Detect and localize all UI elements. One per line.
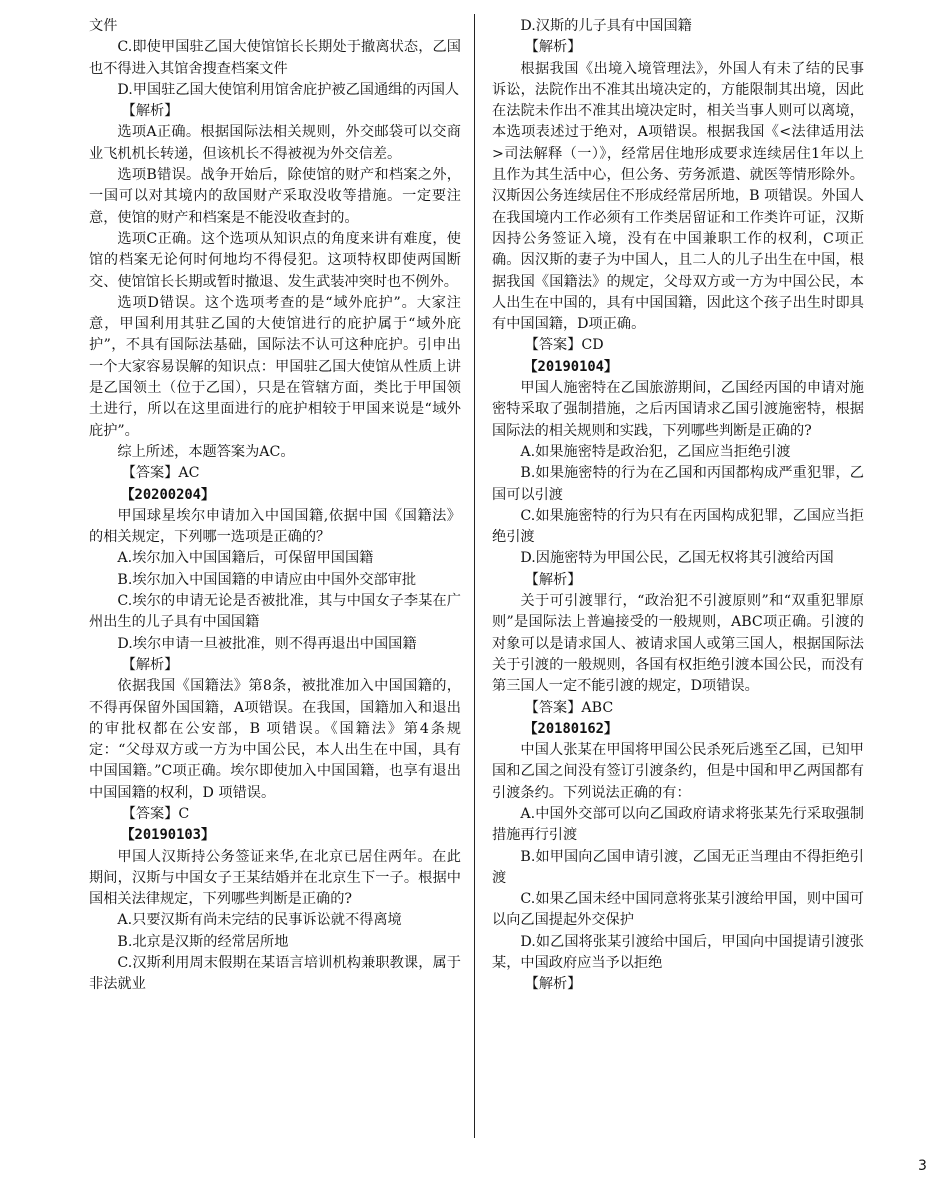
paragraph: C.即使甲国驻乙国大使馆馆长长期处于撤离状态，乙国也不得进入其馆舍搜查档案文件 (89, 39, 461, 77)
paragraph: B.如果施密特的行为在乙国和丙国都构成严重犯罪，乙国可以引渡 (492, 465, 864, 503)
paragraph: D.埃尔申请一旦被批准，则不得再退出中国国籍 (117, 635, 417, 652)
section-label: 【解析】 (524, 39, 582, 56)
paragraph: D.甲国驻乙国大使馆利用馆舍庇护被乙国通缉的丙国人 (117, 81, 460, 98)
paragraph: 甲国球星埃尔申请加入中国国籍,依据中国《国籍法》的相关规定，下列哪一选项是正确的？ (89, 507, 461, 546)
paragraph: 选项D错误。这个选项考查的是“域外庇护”。大家注意，甲国利用其驻乙国的大使馆进行的庇护属于“域外庇护”，不具有国际法基础，国际法不认可这种庇护。引申出一个大家容易误解的知识点：甲国驻乙国大使馆从性质上讲是乙国领土（位于乙国），只是在管辖方面，类比于甲国领土进行，所以在这里面进行的庇护相较于甲国来说是“域外庇护”。 (89, 294, 461, 439)
section-label: 【答案】ABC (524, 699, 614, 716)
question-id: 【20190103】 (120, 827, 215, 844)
paragraph: B.如甲国向乙国申请引渡，乙国无正当理由不得拒绝引渡 (492, 848, 864, 886)
paragraph: D.如乙国将张某引渡给中国后，甲国向中国提请引渡张某，中国政府应当予以拒绝 (492, 933, 864, 972)
paragraph: 甲国人汉斯持公务签证来华,在北京已居住两年。在此期间，汉斯与中国女子王某结婚并在北京生下一子。根据中国相关法律规定，下列哪些判断是正确的? (89, 848, 461, 908)
section-label: 【答案】C (121, 805, 190, 822)
paragraph: B.北京是汉斯的经常居所地 (117, 933, 289, 950)
paragraph: A.如果施密特是政治犯，乙国应当拒绝引渡 (520, 443, 791, 460)
paragraph: A.只要汉斯有尚未完结的民事诉讼就不得离境 (117, 912, 402, 929)
paragraph: A.埃尔加入中国国籍后，可保留甲国国籍 (117, 550, 374, 567)
question-id: 【20200204】 (120, 486, 215, 503)
paragraph: C.如果施密特的行为只有在丙国构成犯罪，乙国应当拒绝引渡 (492, 507, 864, 546)
left-column (89, 16, 461, 996)
paragraph: C.如果乙国未经中国同意将张某引渡给甲国，则中国可以向乙国提起外交保护 (492, 891, 864, 929)
paragraph: B.埃尔加入中国国籍的申请应由中国外交部审批 (117, 571, 417, 588)
paragraph: 文件 (89, 18, 118, 34)
paragraph: C.埃尔的申请无论是否被批准，其与中国女子李某在广州出生的儿子具有中国国籍 (89, 593, 461, 631)
section-label: 【解析】 (524, 976, 582, 993)
paragraph: 选项B错误。战争开始后，除使馆的财产和档案之外，一国可以对其境内的敌国财产采取没收等措施。一定要注意，使馆的财产和档案是不能没收查封的。 (89, 167, 461, 226)
paragraph: 综上所述，本题答案为AC。 (117, 443, 295, 460)
paragraph: D.因施密特为甲国公民，乙国无权将其引渡给丙国 (520, 550, 834, 567)
paragraph: 选项C正确。这个选项从知识点的角度来讲有难度，使馆的档案无论何时何地均不得侵犯。这项特权即使两国断交、使馆馆长长期或暂时撤退、发生武装冲突时也不例外。 (89, 230, 461, 290)
question-id: 【20180162】 (523, 720, 618, 737)
section-label: 【答案】AC (121, 465, 200, 482)
column-divider (474, 14, 475, 1138)
paragraph: 关于可引渡罪行，“政治犯不引渡原则”和“双重犯罪原则”是国际法上普遍接受的一般规则，ABC项正确。引渡的对象可以是请求国人、被请求国人或第三国人，根据国际法关于引渡的一般规则，各国有权拒绝引渡本国公民，而没有第三国人一定不能引渡的规定，D项错误。 (492, 593, 864, 695)
paragraph: 选项A正确。根据国际法相关规则，外交邮袋可以交商业飞机机长转递，但该机长不得被视为外交信差。 (89, 124, 461, 162)
page-number: 3 (918, 1158, 927, 1174)
section-label: 【解析】 (121, 656, 179, 673)
section-label: 【答案】CD (524, 337, 604, 354)
section-label: 【解析】 (524, 571, 582, 588)
section-label: 【解析】 (121, 103, 179, 120)
paragraph: A.中国外交部可以向乙国政府请求将张某先行采取强制措施再行引渡 (492, 805, 864, 844)
paragraph: 根据我国《出境入境管理法》，外国人有未了结的民事诉讼，法院作出不准其出境决定的，方能限制其出境，因此在法院未作出不准其出境决定时，相关当事人则可以离境，本选项表述过于绝对，A项错误。根据我国《<法律适用法>司法解释（一）》，经常居住地形成要求连续居住1年以上且作为其生活中心，但公务、劳务派遣、就医等情形除外。汉斯因公务连续居住不形成经常居所地，B 项错误。外国人在我国境内工作必须有工作类居留证和工作类许可证，汉斯因持公务签证入境，没有在中国兼职工作的权利，C项正确。因汉斯的妻子为中国人，且二人的儿子出生在中国，根据我国《国籍法》的规定，父母双方或一方为中国公民，本人出生在中国的，具有中国国籍，因此这个孩子出生时即具有中国国籍，D项正确。 (492, 60, 864, 333)
paragraph: D.汉斯的儿子具有中国国籍 (520, 18, 692, 34)
paragraph: C.汉斯利用周末假期在某语言培训机构兼职教课，属于非法就业 (89, 955, 461, 993)
paragraph: 甲国人施密特在乙国旅游期间，乙国经丙国的申请对施密特采取了强制措施，之后丙国请求乙国引渡施密特，根据国际法的相关规则和实践，下列哪些判断是正确的? (492, 380, 864, 439)
right-column (492, 16, 864, 996)
question-id: 【20190104】 (523, 358, 618, 375)
paragraph: 依据我国《国籍法》第8条，被批准加入中国国籍的，不得再保留外国国籍，A项错误。在我国，国籍加入和退出的审批权都在公安部，B 项错误。《国籍法》第4条规定：“父母双方或一方为中国公民，本人出生在中国，具有中国国籍。”C项正确。埃尔即使加入中国国籍，也享有退出中国国籍的权利，D 项错误。 (89, 678, 461, 801)
paragraph: 中国人张某在甲国将甲国公民杀死后逃至乙国，已知甲国和乙国之间没有签订引渡条约，但是中国和甲乙两国都有引渡条约。下列说法正确的有： (492, 742, 864, 801)
